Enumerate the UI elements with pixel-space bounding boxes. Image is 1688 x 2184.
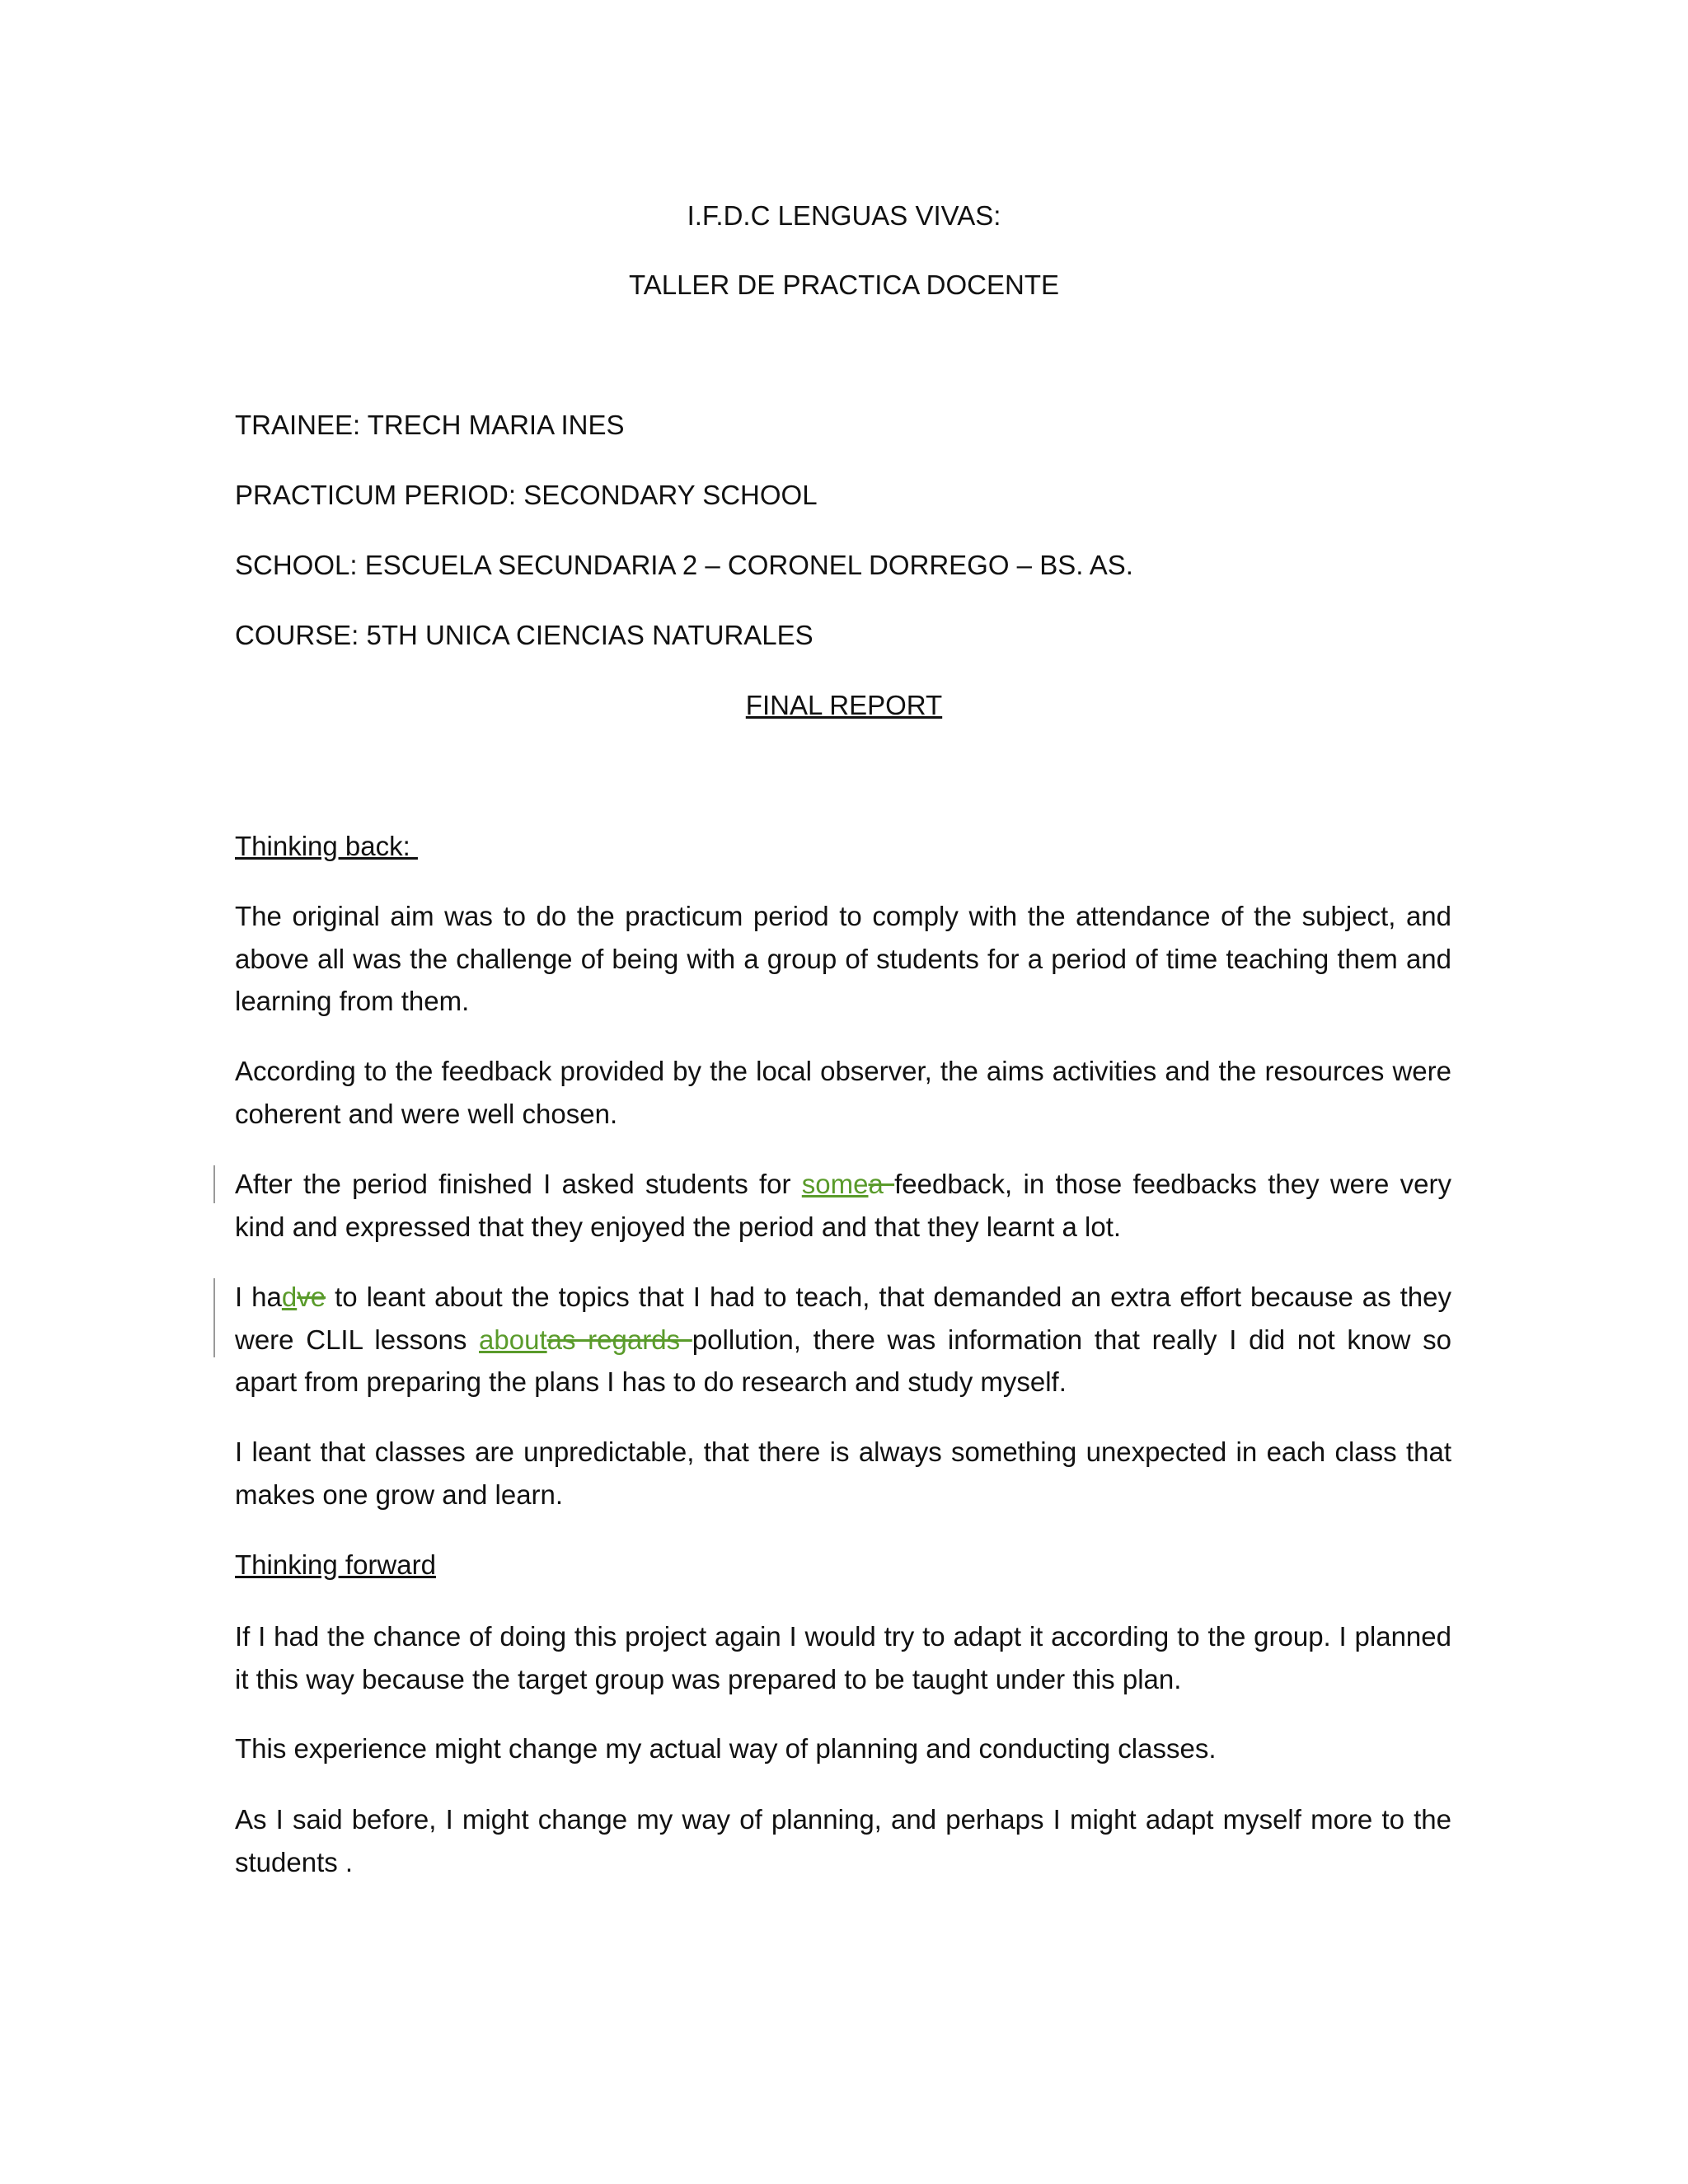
p4-inserted-text-1: d — [281, 1282, 298, 1312]
change-bar-2 — [213, 1278, 215, 1357]
thinking-back-heading-text: Thinking back: — [235, 831, 418, 861]
p4-text-b: to leant about the topics that I had to teach, that demanded an extra effort because as they were CLIL lessons — [235, 1282, 1451, 1355]
paragraph-classes-unpredictable: I leant that classes are unpredictable, that there is always something unexpected in each class that makes one grow and learn. — [235, 1436, 1451, 1510]
thinking-forward-heading — [235, 1544, 436, 1586]
report-title — [0, 684, 1688, 726]
p4-text-c: pollution, there was information that really I did not know so apart from preparing the plans I has to do research and study myself. — [235, 1324, 1451, 1397]
practicum-period-line: PRACTICUM PERIOD: SECONDARY SCHOOL — [235, 480, 818, 510]
p4-deleted-text-2: as regards — [546, 1324, 692, 1355]
p3-inserted-text: some — [801, 1169, 869, 1199]
thinking-back-heading — [235, 825, 418, 867]
p4-deleted-text-1: ve — [297, 1282, 326, 1312]
p4-text-a: I ha — [235, 1282, 282, 1312]
p3-text-b: feedback, in those feedbacks they were very kind and expressed that they enjoyed the period and that they learnt a lot. — [235, 1169, 1451, 1242]
p4-inserted-text-2: about — [479, 1324, 547, 1355]
report-title-text: FINAL REPORT — [745, 690, 943, 720]
paragraph-project-again: If I had the chance of doing this project again I would try to adapt it according to the group. I planned it this way because the target group was prepared to be taught under this plan. — [235, 1621, 1451, 1694]
thinking-forward-heading-text: Thinking forward — [235, 1549, 436, 1580]
workshop-title: TALLER DE PRACTICA DOCENTE — [629, 269, 1059, 300]
p3-text-a: After the period finished I asked students for — [235, 1169, 802, 1199]
course-line: COURSE: 5TH UNICA CIENCIAS NATURALES — [235, 620, 814, 650]
institution-title: I.F.D.C LENGUAS VIVAS: — [687, 200, 1001, 231]
trainee-line: TRAINEE: TRECH MARIA INES — [235, 410, 625, 440]
p3-deleted-text: a — [868, 1169, 895, 1199]
paragraph-feedback-observer: According to the feedback provided by the local observer, the aims activities and the resources were coherent and were well chosen. — [235, 1056, 1451, 1129]
paragraph-learning-topics — [235, 1276, 1451, 1404]
change-bar-1 — [213, 1165, 215, 1203]
paragraph-original-aim: The original aim was to do the practicum period to comply with the attendance of the subject, and above all was the challenge of being with a group of students for a period of time teaching them and learning from them. — [235, 901, 1451, 1016]
paragraph-adapt-students: As I said before, I might change my way of planning, and perhaps I might adapt myself more to the students . — [235, 1804, 1451, 1877]
paragraph-experience-change: This experience might change my actual way of planning and conducting classes. — [235, 1733, 1217, 1764]
school-line: SCHOOL: ESCUELA SECUNDARIA 2 – CORONEL DORREGO – BS. AS. — [235, 550, 1133, 580]
paragraph-student-feedback — [235, 1163, 1451, 1248]
